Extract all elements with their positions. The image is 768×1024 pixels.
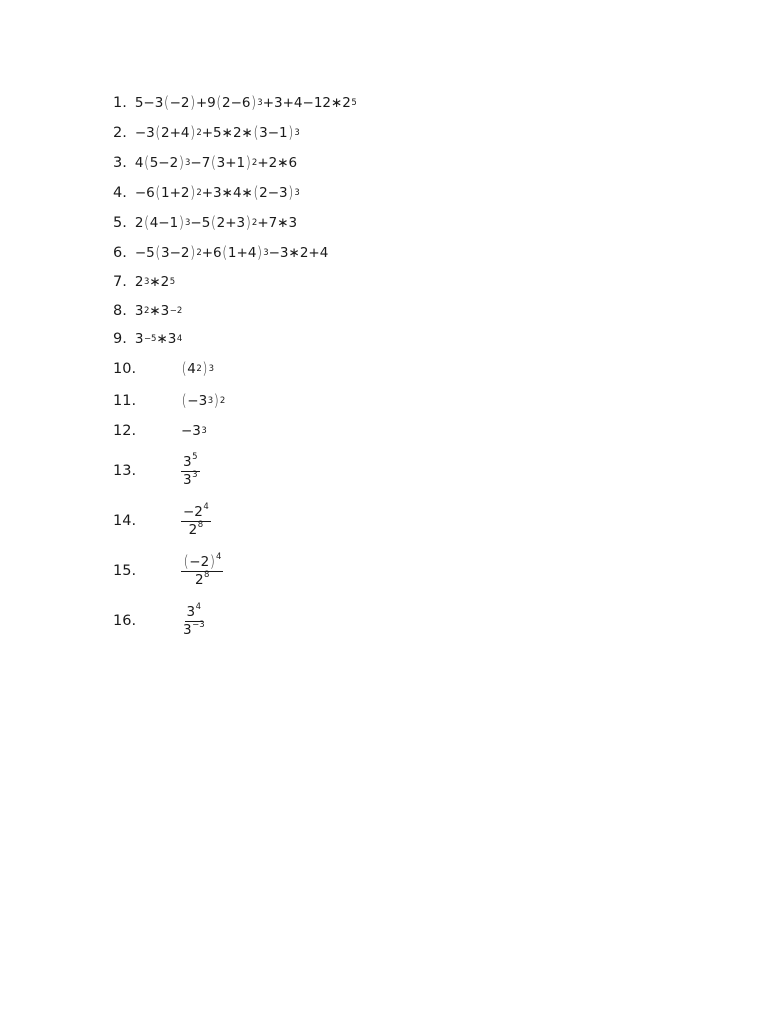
problem-item [113,121,300,145]
problem-item [113,327,182,351]
expression-term: −3 [187,393,208,409]
problem-item [113,91,357,115]
parenthesis: ( [253,123,259,143]
problem-item [113,181,300,205]
expression-term: 4 [187,361,196,377]
parenthesis: ) [245,213,251,233]
expression-term: 3 [183,621,192,638]
parenthesis: ) [209,553,215,572]
expression-term: 3+1 [216,155,246,171]
math-expression: 2 ( 4−1 ) 3 −5 ( 2+3 ) 2 +7∗3 [134,213,298,233]
problem-number: 6. [113,245,127,261]
problem-item [113,552,222,588]
problem-number: 2. [113,125,127,141]
problem-number: 14. [113,513,137,529]
math-expression [181,502,211,538]
expression-term: 3−1 [259,125,288,141]
expression-term: −2 [169,95,190,111]
parenthesis: ( [222,243,228,263]
expression-term: 2 [134,274,144,290]
problem-item [113,602,205,638]
expression-term: +5∗2∗ [201,125,253,141]
math-expression: 5−3 ( −2 ) +9 ( 2−6 ) 3 +3+4−12∗2 5 [134,93,357,113]
math-expression: −3 ( 2+4 ) 2 +5∗2∗ ( 3−1 ) 3 [134,123,300,143]
expression-term: 3 [134,303,144,319]
problem-item [113,270,175,294]
problem-number: 7. [113,274,127,290]
parenthesis: ) [288,123,294,143]
parenthesis: ) [190,123,196,143]
problem-number: 12. [113,423,137,439]
problem-item [113,211,297,235]
expression-term: 3 [134,331,144,347]
expression-term: 1+2 [161,185,190,201]
expression-term: ∗3 [149,303,170,319]
expression-term: +7∗3 [257,215,298,231]
expression-term: +9 [195,95,216,111]
expression-term: +3∗4∗ [201,185,253,201]
math-expression: −5 ( 3−2 ) 2 +6 ( 1+4 ) 3 −3∗2+4 [134,243,329,263]
expression-term: 2+3 [216,215,246,231]
fraction [181,452,200,488]
problem-number: 1. [113,95,127,111]
fraction-numerator: 35 [183,452,198,471]
problem-number: 16. [113,613,137,629]
parenthesis: ( [181,391,187,411]
expression-term: −5 [190,215,211,231]
parenthesis: ( [183,553,189,572]
expression-term: −6 [134,185,155,201]
expression-term: ∗2 [149,274,170,290]
parenthesis: ( [143,213,150,233]
expression-term: 2 [134,215,144,231]
parenthesis: ) [190,93,196,113]
parenthesis: ( [210,213,217,233]
problem-item [113,502,209,538]
math-expression [181,552,223,588]
expression-term: 2 [194,571,204,588]
expression-term: −2 [189,554,210,571]
expression-term: 2−3 [259,185,288,201]
math-expression: −3 3 [181,423,207,439]
problem-number: 3. [113,155,127,171]
parenthesis: ( [163,93,170,113]
expression-term: −7 [190,155,211,171]
parenthesis: ( [210,153,217,173]
expression-term: 3 [186,604,196,621]
fraction-denominator: 3−3 [183,619,205,638]
parenthesis: ( [155,123,161,143]
expression-term: 5−3 [134,95,164,111]
expression-term: −5 [134,245,155,261]
parenthesis: ) [178,153,184,173]
parenthesis: ) [202,359,208,379]
parenthesis: ) [251,93,257,113]
expression-term: 3 [183,454,192,471]
problem-number: 11. [113,393,137,409]
math-expression: ( 4 2 ) 3 [181,359,214,379]
problem-item [113,151,297,175]
expression-term: 2+4 [161,125,190,141]
math-expression: 2 3 ∗2 5 [134,274,176,290]
parenthesis: ) [190,183,196,203]
expression-term: +6 [201,245,222,261]
problem-item [113,357,214,381]
expression-term: ∗3 [156,331,177,347]
problem-item [113,452,198,488]
expression-term: +2∗6 [257,155,298,171]
expression-term: 4−1 [149,215,179,231]
parenthesis: ) [178,213,184,233]
math-expression: 4 ( 5−2 ) 3 −7 ( 3+1 ) 2 +2∗6 [134,153,298,173]
parenthesis: ( [253,183,259,203]
fraction-numerator: −24 [183,502,209,521]
problem-number: 15. [113,563,137,579]
problem-number: 5. [113,215,127,231]
problem-item [113,419,207,443]
parenthesis: ) [245,153,251,173]
parenthesis: ( [155,183,161,203]
problem-item [113,299,182,323]
expression-term: −3∗2+4 [268,245,329,261]
problem-number: 9. [113,331,127,347]
fraction-denominator: 28 [194,569,210,588]
math-expression [181,452,200,488]
math-expression [181,602,207,638]
expression-term: 2 [188,521,198,538]
problem-number: 10. [113,361,137,377]
expression-term: 2−6 [222,95,251,111]
parenthesis: ( [216,93,222,113]
fraction [181,602,207,638]
problem-number: 8. [113,303,127,319]
parenthesis: ) [256,243,263,263]
math-expression: 3 2 ∗3 −2 [134,303,183,319]
expression-term: 1+4 [227,245,257,261]
parenthesis: ) [213,391,219,411]
problem-number: 4. [113,185,127,201]
problem-number: 13. [113,463,137,479]
parenthesis: ( [181,359,187,379]
parenthesis: ( [155,243,161,263]
math-expression: −6 ( 1+2 ) 2 +3∗4∗ ( 2−3 ) 3 [134,183,300,203]
expression-term: 3 [183,471,192,488]
fraction-numerator: (−2)4 [181,555,223,571]
fraction [181,502,211,538]
parenthesis: ) [288,183,294,203]
expression-term: −3 [181,423,201,439]
math-expression: 3 −5 ∗3 4 [134,331,183,347]
parenthesis: ) [190,243,196,263]
problem-item [113,241,328,265]
problem-item [113,389,226,413]
expression-term: −3 [134,125,155,141]
expression-term: 4 [134,155,144,171]
parenthesis: ( [143,153,150,173]
fraction [181,552,223,588]
expression-term: 3−2 [161,245,190,261]
fraction-denominator: 28 [188,519,204,538]
expression-term: −2 [183,504,203,521]
expression-term: +3+4−12∗2 [262,95,351,111]
expression-term: 5−2 [149,155,179,171]
math-expression: ( −3 3 ) 2 [181,391,226,411]
fraction-denominator: 33 [183,469,198,488]
fraction-numerator: 34 [186,602,202,621]
